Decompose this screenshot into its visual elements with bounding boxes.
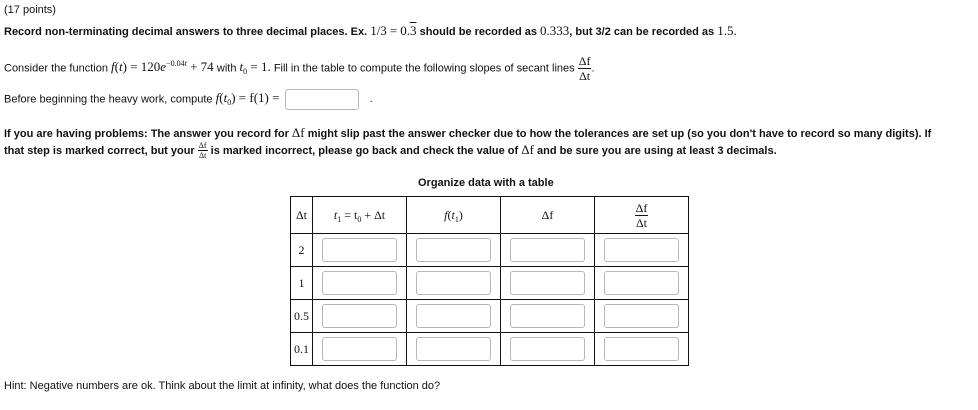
table-row bbox=[291, 267, 689, 300]
instruction-text-a: Record non-terminating decimal answers to three decimal places. Ex. bbox=[4, 26, 368, 38]
function-definition bbox=[4, 55, 595, 82]
table-caption: Organize data with a table bbox=[418, 177, 554, 189]
var-symbol: t bbox=[118, 59, 123, 75]
instruction-text-c: , but 3/2 can be recorded as bbox=[569, 26, 715, 38]
header-f-sub: 1 bbox=[454, 214, 459, 224]
precompute-row bbox=[4, 89, 373, 110]
exponent-var: t bbox=[184, 59, 187, 69]
data-table bbox=[290, 196, 689, 366]
warning-text-e: and be sure you are using at least 3 decimals. bbox=[537, 145, 777, 157]
plus-constant: + 74 bbox=[190, 59, 214, 75]
function-tail: Fill in the table to compute the following slopes of secant lines bbox=[273, 62, 575, 75]
header-delta-t: Δt bbox=[291, 197, 313, 234]
f-t1-input[interactable] bbox=[416, 238, 491, 262]
precompute-t0: t bbox=[223, 90, 228, 106]
warning-text-d: is marked incorrect, please go back and check the value of bbox=[210, 145, 519, 157]
header-delta-f: Δf bbox=[501, 197, 595, 234]
example-decimal: 0.333 bbox=[540, 23, 570, 38]
example-fraction: 1/3 bbox=[370, 23, 387, 38]
t0-subscript: 0 bbox=[243, 67, 248, 77]
precompute-trail: . bbox=[369, 93, 373, 106]
exponent bbox=[166, 59, 187, 68]
t1-input[interactable] bbox=[322, 337, 397, 361]
t1-input[interactable] bbox=[322, 271, 397, 295]
warning-line-1 bbox=[4, 125, 931, 141]
row-delta-t: 0.5 bbox=[291, 300, 313, 333]
header-t1-sub: 1 bbox=[337, 214, 342, 224]
warning-slope-fraction bbox=[198, 142, 208, 160]
f-symbol: f bbox=[111, 59, 115, 75]
header-t1 bbox=[313, 197, 407, 234]
f-t1-input[interactable] bbox=[416, 271, 491, 295]
warning-text-b: might slip past the answer checker due to how the tolerances are set up (so you don't have to record so many digits). If bbox=[307, 128, 932, 140]
delta-f-input[interactable] bbox=[510, 238, 585, 262]
t0-symbol: t bbox=[239, 59, 244, 75]
repeat-lead: 0. bbox=[400, 23, 411, 38]
header-t1-symbol: t bbox=[333, 207, 338, 222]
warning-line-2 bbox=[4, 142, 777, 160]
warning-delta-f: Δf bbox=[291, 125, 305, 140]
fraction-numerator: Δf bbox=[578, 54, 591, 68]
header-slope bbox=[595, 197, 689, 234]
with-text: with bbox=[216, 62, 237, 75]
table-row bbox=[291, 333, 689, 366]
equals-symbol: = bbox=[130, 59, 138, 75]
warning-text-a: The answer you record for bbox=[150, 128, 289, 140]
t0-value bbox=[239, 59, 271, 77]
delta-f-input[interactable] bbox=[510, 271, 585, 295]
slope-input[interactable] bbox=[604, 337, 679, 361]
header-f-symbol: f bbox=[444, 207, 448, 222]
header-t1-sub0: 0 bbox=[357, 214, 362, 224]
example-equals: = bbox=[389, 23, 398, 38]
header-t1-rhs: + Δt bbox=[364, 207, 386, 222]
warning-text-c: that step is marked correct, but your bbox=[4, 145, 195, 157]
t0-equals: = 1. bbox=[250, 59, 271, 75]
end-period: . bbox=[591, 62, 595, 75]
precompute-expression: $f(t_0) = f(1)$ = bbox=[215, 90, 280, 108]
precompute-expr-b: = f(1) = bbox=[238, 90, 280, 106]
warning-fraction-denominator: Δt bbox=[199, 151, 207, 161]
f-t0-answer-input[interactable] bbox=[285, 89, 359, 110]
header-f-t1: $f(t_1)$ bbox=[407, 197, 501, 234]
instruction-text-b: should be recorded as bbox=[419, 26, 537, 38]
hint-text: Hint: Negative numbers are ok. Think about the limit at infinity, what does the function do? bbox=[4, 380, 441, 392]
delta-f-input[interactable] bbox=[510, 337, 585, 361]
slope-input[interactable] bbox=[604, 238, 679, 262]
precompute-t0-sub: 0 bbox=[227, 98, 232, 108]
precompute-lead: Before beginning the heavy work, compute bbox=[4, 93, 213, 106]
slope-input[interactable] bbox=[604, 271, 679, 295]
table-header-row bbox=[291, 197, 689, 234]
delta-f-input[interactable] bbox=[510, 304, 585, 328]
rounding-instruction bbox=[4, 23, 737, 39]
header-slope-fraction bbox=[635, 202, 649, 229]
warning-fraction-numerator: Δf bbox=[198, 141, 207, 151]
header-slope-denominator: Δt bbox=[635, 215, 648, 230]
fraction-denominator: Δt bbox=[579, 69, 591, 83]
t1-input[interactable] bbox=[322, 304, 397, 328]
header-t1-mid: = t bbox=[344, 207, 358, 222]
warning-delta-f-2: Δf bbox=[521, 142, 534, 157]
row-delta-t: 1 bbox=[291, 267, 313, 300]
secant-slope-fraction bbox=[578, 54, 595, 83]
table-row bbox=[291, 300, 689, 333]
example-repeating-decimal bbox=[400, 23, 416, 38]
function-lead: Consider the function bbox=[4, 62, 108, 75]
example-decimal-2: 1.5. bbox=[717, 23, 737, 38]
precompute-f: f bbox=[215, 90, 220, 106]
base-e: e bbox=[160, 59, 167, 75]
f-t1-input[interactable] bbox=[416, 337, 491, 361]
points-label: (17 points) bbox=[4, 4, 56, 16]
row-delta-t: 0.1 bbox=[291, 333, 313, 366]
header-slope-numerator: Δf bbox=[635, 200, 648, 215]
coefficient: 120 bbox=[140, 59, 161, 75]
f-t1-input[interactable] bbox=[416, 304, 491, 328]
t1-input[interactable] bbox=[322, 238, 397, 262]
table-row bbox=[291, 234, 689, 267]
exponent-num: −0.04 bbox=[166, 59, 185, 69]
function-formula: $f(t) = 120e^{-0.04t} + 74$ bbox=[111, 59, 214, 75]
warning-heading: If you are having problems: bbox=[4, 128, 148, 140]
header-f-var: t bbox=[451, 207, 455, 222]
row-delta-t: 2 bbox=[291, 234, 313, 267]
repeat-digit: 3 bbox=[410, 23, 417, 38]
slope-input[interactable] bbox=[604, 304, 679, 328]
